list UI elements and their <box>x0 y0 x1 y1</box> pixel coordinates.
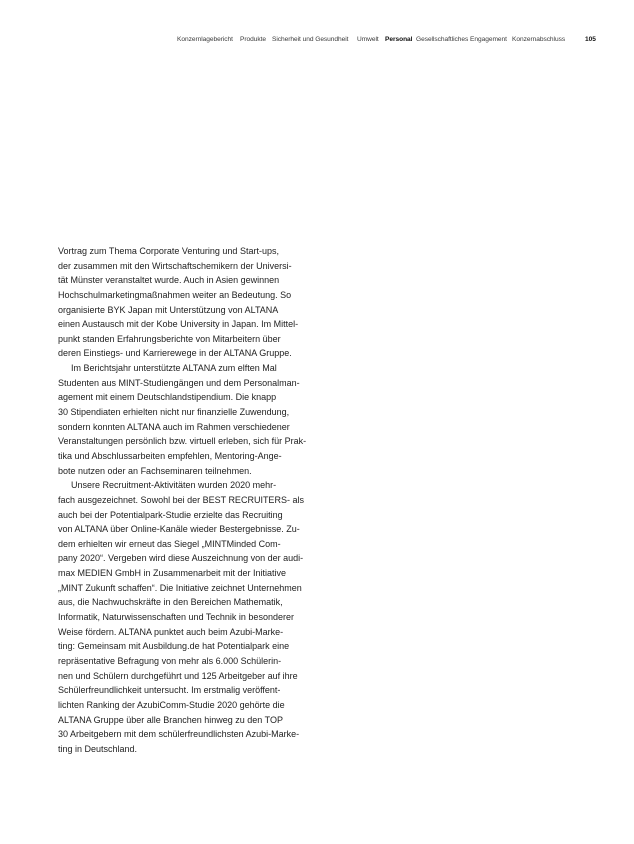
text-line: der zusammen mit den Wirtschaftschemikern der Universi- <box>58 260 292 271</box>
text-line: ting in Deutschland. <box>58 743 138 754</box>
text-line: einen Austausch mit der Kobe University in Japan. Im Mittel- <box>58 319 299 330</box>
text-line: Im Berichtsjahr unterstützte ALTANA zum elften Mal <box>71 363 277 374</box>
text-line: Schülerfreundlichkeit untersucht. Im erstmalig veröffent- <box>58 685 281 696</box>
nav-item-gesellschaftliches-engagement[interactable]: Gesellschaftliches Engagement <box>416 36 507 43</box>
text-line: Studenten aus MINT-Studiengängen und dem Personalman- <box>58 377 300 388</box>
text-line: repräsentative Befragung von mehr als 6.000 Schülerin- <box>58 655 282 666</box>
text-line: punkt standen Erfahrungsberichte von Mitarbeitern über <box>58 333 281 344</box>
text-line: dem erhielten wir erneut das Siegel „MINTMinded Com- <box>58 538 281 549</box>
text-line: organisierte BYK Japan mit Unterstützung von ALTANA <box>58 304 279 315</box>
nav-item-sicherheit-und-gesundheit[interactable]: Sicherheit und Gesundheit <box>272 36 349 43</box>
text-line: „MINT Zukunft schaffen“. Die Initiative zeichnet Unternehmen <box>58 582 302 593</box>
text-line: von ALTANA über Online-Kanäle wieder Bestergebnisse. Zu- <box>58 524 300 535</box>
text-line: ALTANA Gruppe über alle Branchen hinweg zu den TOP <box>58 714 283 725</box>
text-line: tät Münster veranstaltet wurde. Auch in Asien gewinnen <box>58 275 280 286</box>
text-line: ting: Gemeinsam mit Ausbildung.de hat Potentialpark eine <box>58 641 290 652</box>
nav-item-umwelt[interactable]: Umwelt <box>357 36 379 43</box>
body-text <box>58 244 308 756</box>
text-line: Vortrag zum Thema Corporate Venturing und Start-ups, <box>58 246 279 256</box>
text-line: max MEDIEN GmbH in Zusammenarbeit mit der Initiative <box>58 568 287 579</box>
text-line: tika und Abschlussarbeiten empfehlen, Mentoring-Ange- <box>58 450 282 461</box>
text-line: bote nutzen oder an Fachseminaren teilnehmen. <box>58 465 252 476</box>
text-line: sondern konnten ALTANA auch im Rahmen verschiedener <box>58 421 290 432</box>
nav-item-produkte[interactable]: Produkte <box>240 36 266 43</box>
text-line: deren Einstiegs- und Karrierewege in der ALTANA Gruppe. <box>58 348 292 359</box>
text-line: pany 2020“. Vergeben wird diese Auszeichnung von der audi- <box>58 553 304 564</box>
text-line: nen und Schülern durchgeführt und 125 Arbeitgeber auf ihre <box>58 670 298 681</box>
nav-item-personal[interactable]: Personal <box>385 36 413 43</box>
text-line: agement mit einem Deutschlandstipendium. Die knapp <box>58 392 277 403</box>
text-line: Hochschulmarketingmaßnahmen weiter an Bedeutung. So <box>58 289 292 300</box>
text-line: Informatik, Naturwissenschaften und Technik in besonderer <box>58 612 294 623</box>
text-line: auch bei der Potentialpark-Studie erzielte das Recruiting <box>58 509 283 520</box>
text-line: Unsere Recruitment-Aktivitäten wurden 2020 mehr- <box>71 480 277 491</box>
text-line: aus, die Nachwuchskräfte in den Bereichen Mathematik, <box>58 597 283 608</box>
text-line: Veranstaltungen persönlich bzw. virtuell erleben, sich für Prak- <box>58 436 307 447</box>
nav-item-konzernabschluss[interactable]: Konzernabschluss <box>512 36 566 43</box>
nav-item-konzernlagebericht[interactable]: Konzernlagebericht <box>177 36 233 43</box>
page-number: 105 <box>585 36 596 43</box>
text-line: fach ausgezeichnet. Sowohl bei der BEST RECRUITERS- als <box>58 494 304 505</box>
text-line: Weise fördern. ALTANA punktet auch beim Azubi-Marke- <box>58 626 284 637</box>
text-line: lichten Ranking der AzubiComm-Studie 2020 gehörte die <box>58 699 285 710</box>
text-line: 30 Arbeitgebern mit dem schülerfreundlichsten Azubi-Marke- <box>58 729 300 740</box>
text-line: 30 Stipendiaten erhielten nicht nur finanzielle Zuwendung, <box>58 407 290 418</box>
